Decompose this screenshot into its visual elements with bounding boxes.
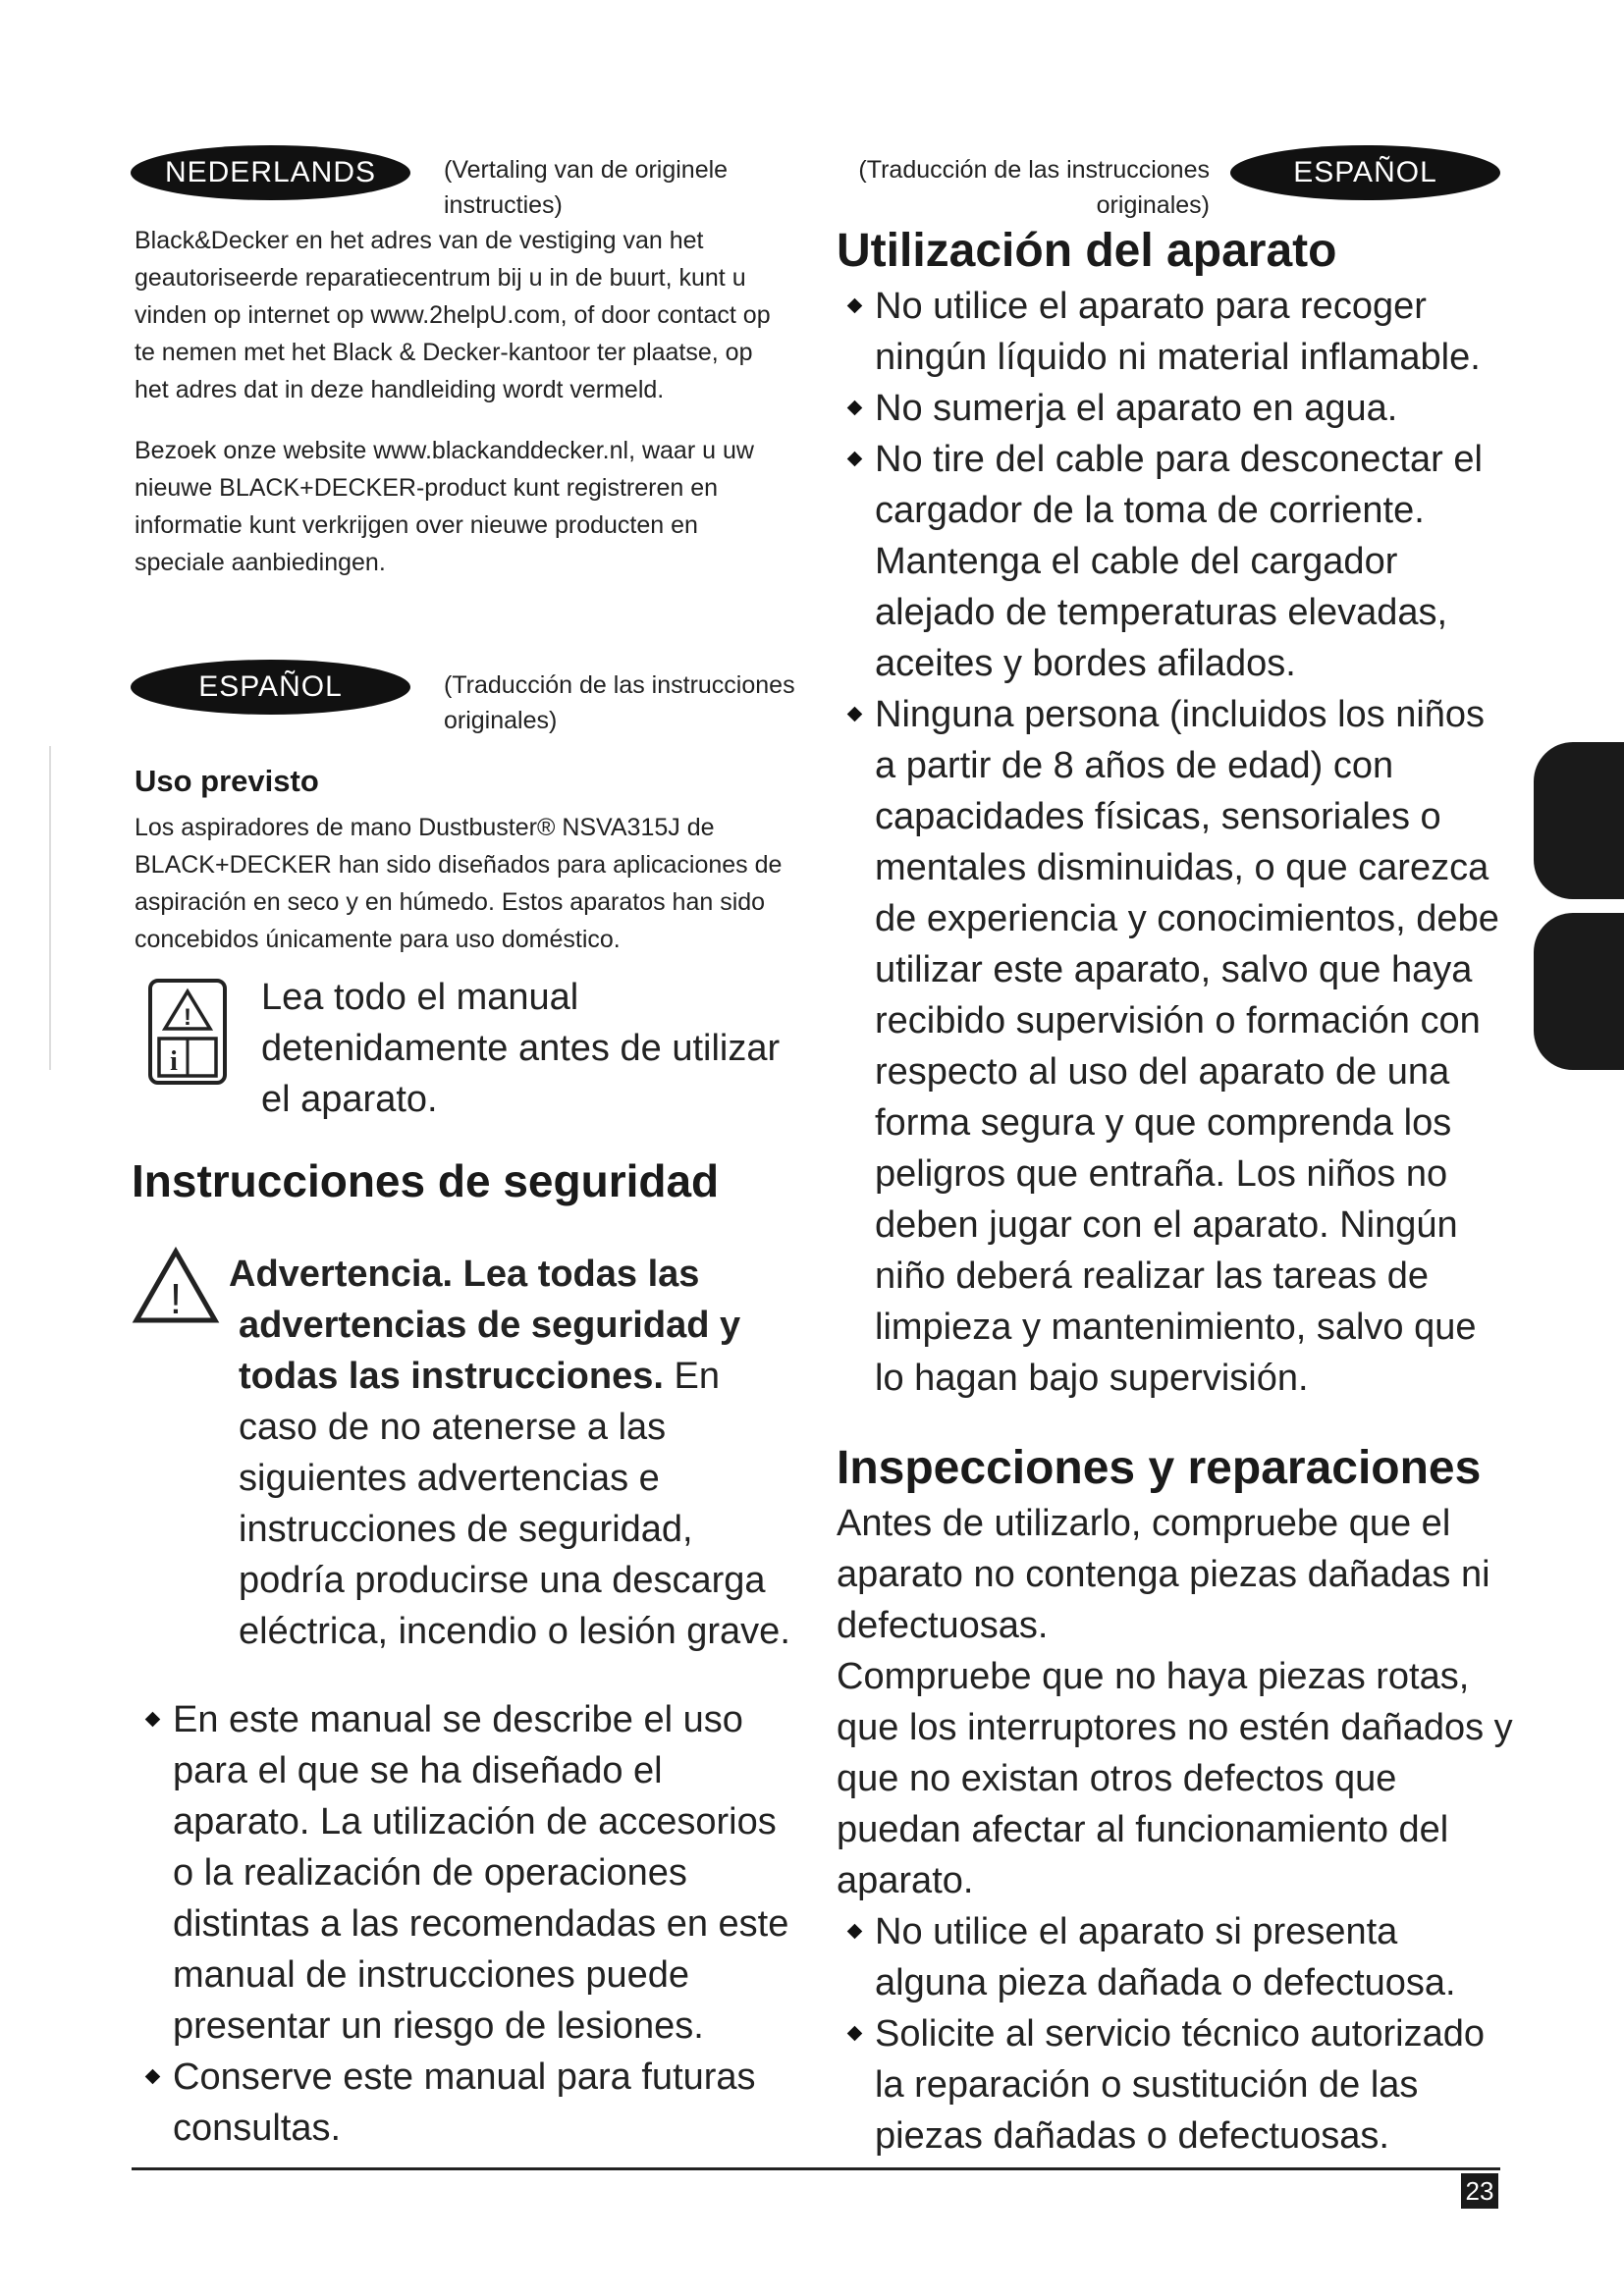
safety-instructions-heading: Instrucciones de seguridad xyxy=(132,1155,720,1206)
list-item: No utilice el aparato si presenta alguna pieza dañada o defectuosa. xyxy=(836,1906,1513,2008)
diamond-bullet-icon xyxy=(847,452,863,467)
utilizacion-heading: Utilización del aparato xyxy=(837,225,1337,277)
uso-previsto-text: Los aspiradores de mano Dustbuster® NSVA315J de BLACK+DECKER han sido diseñados para aplicaciones de aspiración en seco y en húmedo. Estos aparatos han sido concebidos únicamente para uso doméstico. xyxy=(135,814,783,953)
footer-rule xyxy=(132,2167,1500,2170)
list-item: Ninguna persona (incluidos los niños a partir de 8 años de edad) con capacidades físicas, sensoriales o mentales disminuidas, o que carezca de experiencia y conocimientos, debe utilizar este aparato, salvo que haya recibido supervisión o formación con respecto al uso del aparato de una forma segura y que comprenda los peligros que entraña. Los niños no deben jugar con el aparato. Ningún niño deberá realizar las tareas de limpieza y mantenimiento, salvo que lo hagan bajo supervisión. xyxy=(836,689,1513,1404)
inspecciones-bullet-list xyxy=(836,1906,1513,2162)
left-margin-line xyxy=(49,746,51,1070)
safety-bullet-list xyxy=(134,1694,801,2154)
warning-bold: Advertencia. Lea todas las advertencias de seguridad y todas las instrucciones. xyxy=(229,1254,741,1397)
inspecciones-paragraph-2: Compruebe que no haya piezas rotas, que los interruptores no estén dañados y que no existan otros defectos que puedan afectar al funcionamiento del aparato. xyxy=(837,1656,1513,1901)
translation-note-nl: (Vertaling van de originele instructies) xyxy=(444,156,729,219)
diamond-bullet-icon xyxy=(847,1924,863,1940)
inspecciones-heading: Inspecciones y reparaciones xyxy=(837,1442,1482,1494)
list-item: En este manual se describe el uso para el que se ha diseñado el aparato. La utilización de accesorios o la realización de operaciones distintas a las recomendadas en este manual de instrucciones puede presentar un riesgo de lesiones. xyxy=(134,1694,801,2052)
svg-text:i: i xyxy=(170,1046,178,1077)
language-badge-espanol-right: ESPAÑOL xyxy=(1230,145,1500,200)
language-badge-nederlands: NEDERLANDS xyxy=(131,145,410,200)
nl-paragraph-1: Black&Decker en het adres van de vestiging van het geautoriseerde reparatiecentrum bij u in de buurt, kunt u vinden op internet op www.2helpU.com, of door contact op te nemen met het Black & Decker-kantoor ter plaatse, op het adres dat in deze handleiding wordt vermeld. xyxy=(135,227,771,403)
section-tab-upper xyxy=(1534,742,1624,899)
warning-rest: En caso de no atenerse a las siguientes advertencias e instrucciones de seguridad, podría producirse una descarga eléctrica, incendio o lesión grave. xyxy=(239,1356,790,1652)
language-badge-espanol-left: ESPAÑOL xyxy=(131,660,410,715)
diamond-bullet-icon xyxy=(145,2069,161,2085)
uso-previsto-heading: Uso previsto xyxy=(135,764,319,798)
warning-text xyxy=(229,1249,798,1657)
nl-paragraph-2: Bezoek onze website www.blackanddecker.nl, waar u uw nieuwe BLACK+DECKER-product kunt registreren en informatie kunt verkrijgen over nieuwe producten en speciale aanbiedingen. xyxy=(135,437,754,576)
svg-text:!: ! xyxy=(169,1275,183,1323)
read-manual-text: Lea todo el manual detenidamente antes de utilizar el aparato. xyxy=(261,977,781,1120)
list-item: No tire del cable para desconectar el cargador de la toma de corriente. Mantenga el cable del cargador alejado de temperaturas elevadas, aceites y bordes afilados. xyxy=(836,434,1513,689)
diamond-bullet-icon xyxy=(847,298,863,314)
diamond-bullet-icon xyxy=(847,400,863,416)
translation-note-es-right: (Traducción de las instrucciones originales) xyxy=(858,156,1210,219)
read-manual-icon xyxy=(147,978,228,1086)
section-tab-lower xyxy=(1534,913,1624,1070)
inspecciones-paragraph-1: Antes de utilizarlo, compruebe que el aparato no contenga piezas dañadas ni defectuosas. xyxy=(837,1503,1490,1646)
list-item: No utilice el aparato para recoger ningún líquido ni material inflamable. xyxy=(836,281,1513,383)
warning-triangle-icon xyxy=(132,1247,220,1325)
diamond-bullet-icon xyxy=(847,707,863,722)
page-number: 23 xyxy=(1461,2173,1498,2209)
list-item: Solicite al servicio técnico autorizado la reparación o sustitución de las piezas dañadas o defectuosas. xyxy=(836,2008,1513,2162)
utilizacion-bullet-list xyxy=(836,281,1513,1404)
list-item: Conserve este manual para futuras consultas. xyxy=(134,2052,801,2154)
diamond-bullet-icon xyxy=(145,1712,161,1728)
list-item: No sumerja el aparato en agua. xyxy=(836,383,1513,434)
translation-note-es-left: (Traducción de las instrucciones originales) xyxy=(444,671,795,734)
svg-text:!: ! xyxy=(184,1004,191,1031)
diamond-bullet-icon xyxy=(847,2026,863,2042)
